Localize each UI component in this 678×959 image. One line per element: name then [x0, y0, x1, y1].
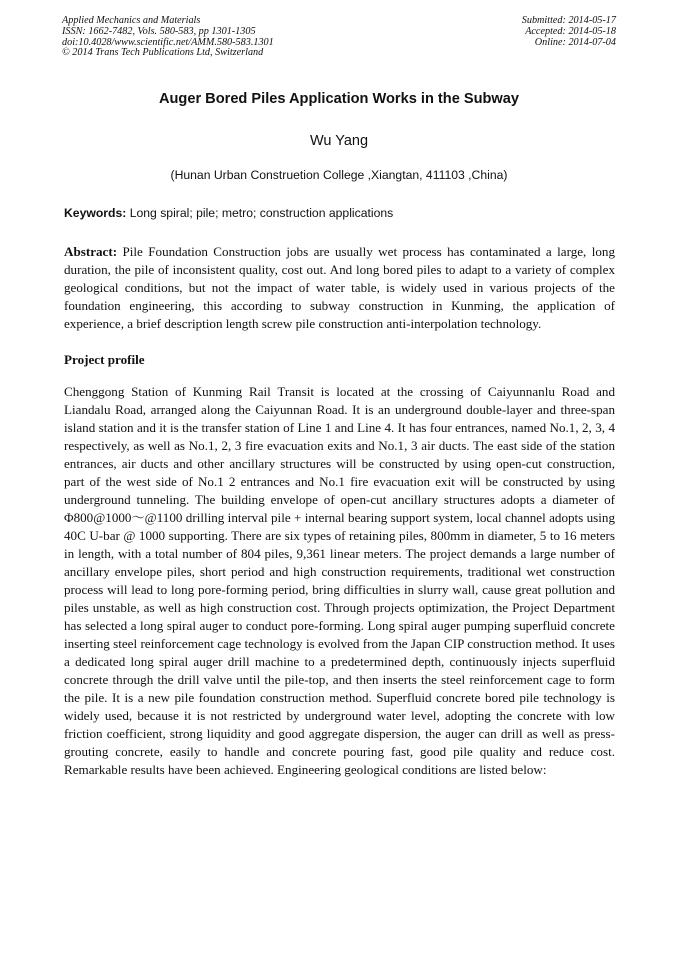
copyright-line: © 2014 Trans Tech Publications Ltd, Switzerland	[62, 47, 264, 59]
journal-name: Applied Mechanics and Materials	[62, 15, 201, 26]
online-date: Online: 2014-07-04	[534, 36, 616, 48]
section-heading: Project profile	[64, 352, 145, 367]
submitted-date: Submitted: 2014-05-17	[521, 15, 616, 26]
dates-header	[522, 16, 616, 48]
issn-line: ISSN: 1662-7482, Vols. 580-583, pp 1301-1305	[62, 25, 256, 37]
section-body: Chenggong Station of Kunming Rail Transit is located at the crossing of Caiyunnanlu Road and Liandalu Road, arranged along the Caiyunnan Road. It is an underground double-layer and three-span island station and it is the transfer station of Line 1 and Line 4. It has four entrances, named No.1, 2, 3, 4 respectively, as well as No.1, 2, 3 fire evacuation exits and No.1, 3 air ducts. The east side of the station entrances, air ducts and other ancillary structures will be constructed by using open-cut construction, part of the west side of No.1 2 entrances and No.1 fire evacuation exit will be constructed by using underground tunneling. The building envelope of open-cut ancillary structures adopts a diameter of Φ800@1000～@1100 drilling interval pile + internal bearing support system, local channel adopts using 40C U-bar @ 1000 supporting. There are six types of retaining piles, 800mm in diameter, 5 to 16 meters in length, with a total number of 804 piles, 9,361 linear meters. The project demands a large number of ancillary envelope piles, short period and high construction requirements, traditional wet construction process will lead to long pore-forming period, bring difficulties in slurry wall, cause great pollution and piles unstable, as well as high construction cost. Through projects optimization, the Project Department has selected a long spiral auger to conduct pore-forming. Long spiral auger pumping superfluid concrete inserting steel reinforcement cage technology is evolved from the Japan CIP construction method. It uses a dedicated long spiral auger drill machine to a predetermined depth, continuously injects superfluid concrete through the drill valve until the pile-top, and then inserts the steel reinforcement cage to form the pile. It is a new pile foundation construction method. Superfluid concrete bored pile technology is widely used, because it is not restricted by underground water level, adopting the concrete with low friction coefficient, strong liquidity and good aggregate dispersion, the auger can drill as well as press-grouting concrete, easily to handle and concrete pouring fast, good pile quality and reduce cost. Remarkable results have been achieved. Engineering geological conditions are listed below:	[64, 384, 615, 777]
paper-title: Auger Bored Piles Application Works in the Subway	[158, 91, 520, 107]
accepted-date: Accepted: 2014-05-18	[525, 25, 616, 37]
abstract-text: Pile Foundation Construction jobs are usually wet process has contaminated a large, long duration, the pile of inconsistent quality, cost out. And long bored piles to adapt to a variety of complex geological conditions, but not the impact of water table, is widely used in various projects of the foundation engineering, this according to subway construction in Kunming, the application of experience, a brief description length screw pile construction anti-interpolation technology.	[64, 244, 615, 331]
doi-line: doi:10.4028/www.scientific.net/AMM.580-583.1301	[62, 36, 274, 48]
journal-header	[62, 16, 274, 59]
keywords-text: Long spiral; pile; metro; construction applications	[129, 206, 394, 220]
author-name: Wu Yang	[309, 133, 369, 149]
keywords	[64, 206, 615, 220]
abstract-label: Abstract:	[64, 244, 118, 259]
keywords-label: Keywords:	[64, 206, 127, 220]
author-affiliation: (Hunan Urban Construetion College ,Xiangtan, 411103 ,China)	[170, 168, 508, 182]
abstract	[64, 243, 615, 333]
